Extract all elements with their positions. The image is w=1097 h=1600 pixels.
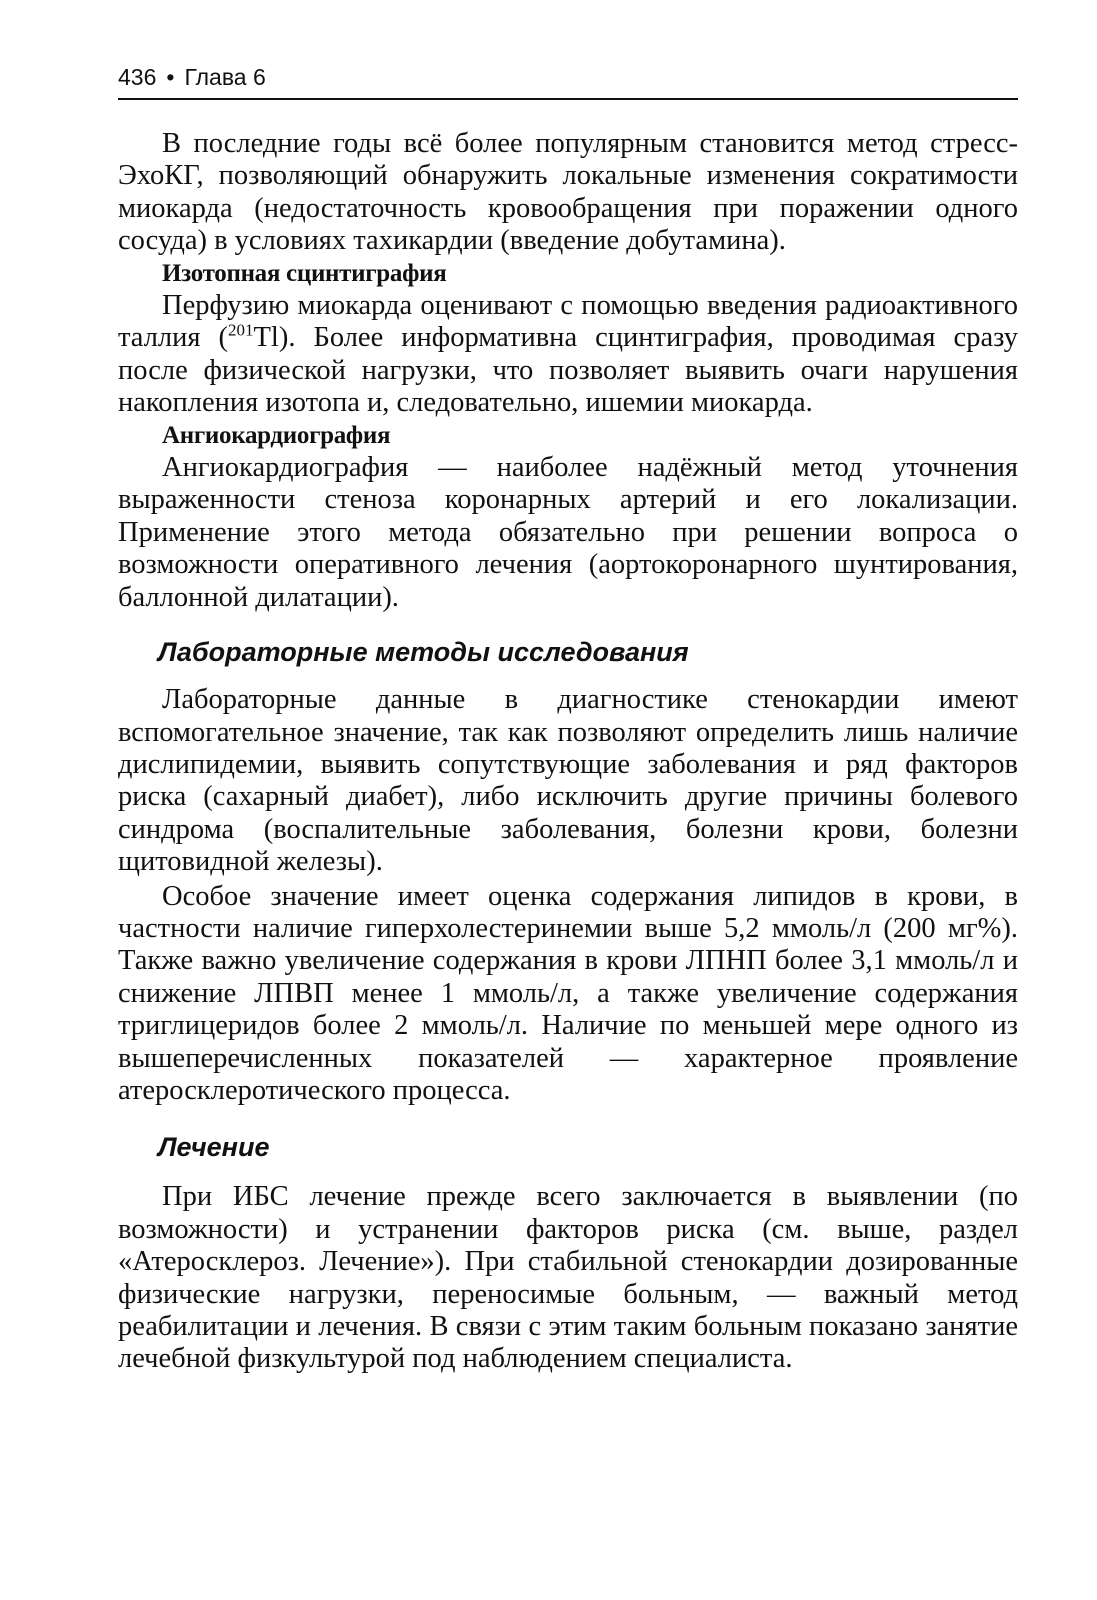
lab-methods-paragraph-2: Особое значение имеет оценка содержания липидов в крови, в частности наличие гиперхолестеринемии выше 5,2 ммоль/л (200 мг%). Также важно увеличение содержания в крови ЛПНП более 3,1 ммоль/л и снижение ЛПВП менее 1 ммоль/л, а также увеличение содержания триглицеридов более 2 ммоль/л. Наличие по меньшей мере одного из вышеперечисленных показателей — характерное проявление атеросклеротического процесса. xyxy=(118,880,1018,1106)
isotope-mass-number: 201 xyxy=(228,320,254,340)
angiography-paragraph: Ангиокардиография — наиболее надёжный метод уточнения выраженности стеноза коронарных артерий и его локализации. Применение этого метода обязательно при решении вопроса о возможности оперативного лечения (аортокоронарного шунтирования, баллонной дилатации). xyxy=(118,452,1018,613)
angiography-heading: Ангиокардиография xyxy=(162,421,391,449)
chapter-label: Глава 6 xyxy=(184,64,266,90)
lab-methods-title: Лабораторные методы исследования xyxy=(158,637,689,668)
treatment-title: Лечение xyxy=(158,1132,270,1163)
header-bullet: • xyxy=(166,64,175,90)
lab-methods-paragraph-1: Лабораторные данные в диагностике стенокардии имеют вспомогательное значение, так как позволяют определить лишь наличие дислипидемии, выявить сопутствующие заболевания и ряд факторов риска (сахарный диабет), либо исключить другие причины болевого синдрома (воспалительные заболевания, болезни крови, болезни щитовидной железы). xyxy=(118,684,1018,878)
intro-paragraph: В последние годы всё более популярным становится метод стресс-ЭхоКГ, позволяющий обнаружить локальные изменения сократимости миокарда (недостаточность кровообращения при поражении одного сосуда) в условиях тахикардии (введение добутамина). xyxy=(118,128,1018,257)
header-rule xyxy=(118,98,1018,100)
scintigraphy-text-after: ). Более информативна сцинтиграфия, проводимая сразу после физической нагрузки, что позволяет выявить очаги нарушения накопления изотопа и, следовательно, ишемии миокарда. xyxy=(118,322,1019,419)
book-page xyxy=(118,62,1018,1376)
scintigraphy-paragraph xyxy=(118,290,1018,420)
running-head xyxy=(118,62,1018,94)
scintigraphy-heading: Изотопная сцинтиграфия xyxy=(162,259,447,287)
scintigraphy-text-before: Перфузию миокарда оценивают с помощью введения радиоактивного таллия ( xyxy=(118,290,1018,354)
page-number: 436 xyxy=(118,64,157,90)
isotope-symbol: Tl xyxy=(253,322,279,354)
treatment-paragraph: При ИБС лечение прежде всего заключается в выявлении (по возможности) и устранении факторов риска (см. выше, раздел «Атеросклероз. Лечение»). При стабильной стенокардии дозированные физические нагрузки, переносимые больным, — важный метод реабилитации и лечения. В связи с этим таким больным показано занятие лечебной физкультурой под наблюдением специалиста. xyxy=(118,1181,1018,1375)
